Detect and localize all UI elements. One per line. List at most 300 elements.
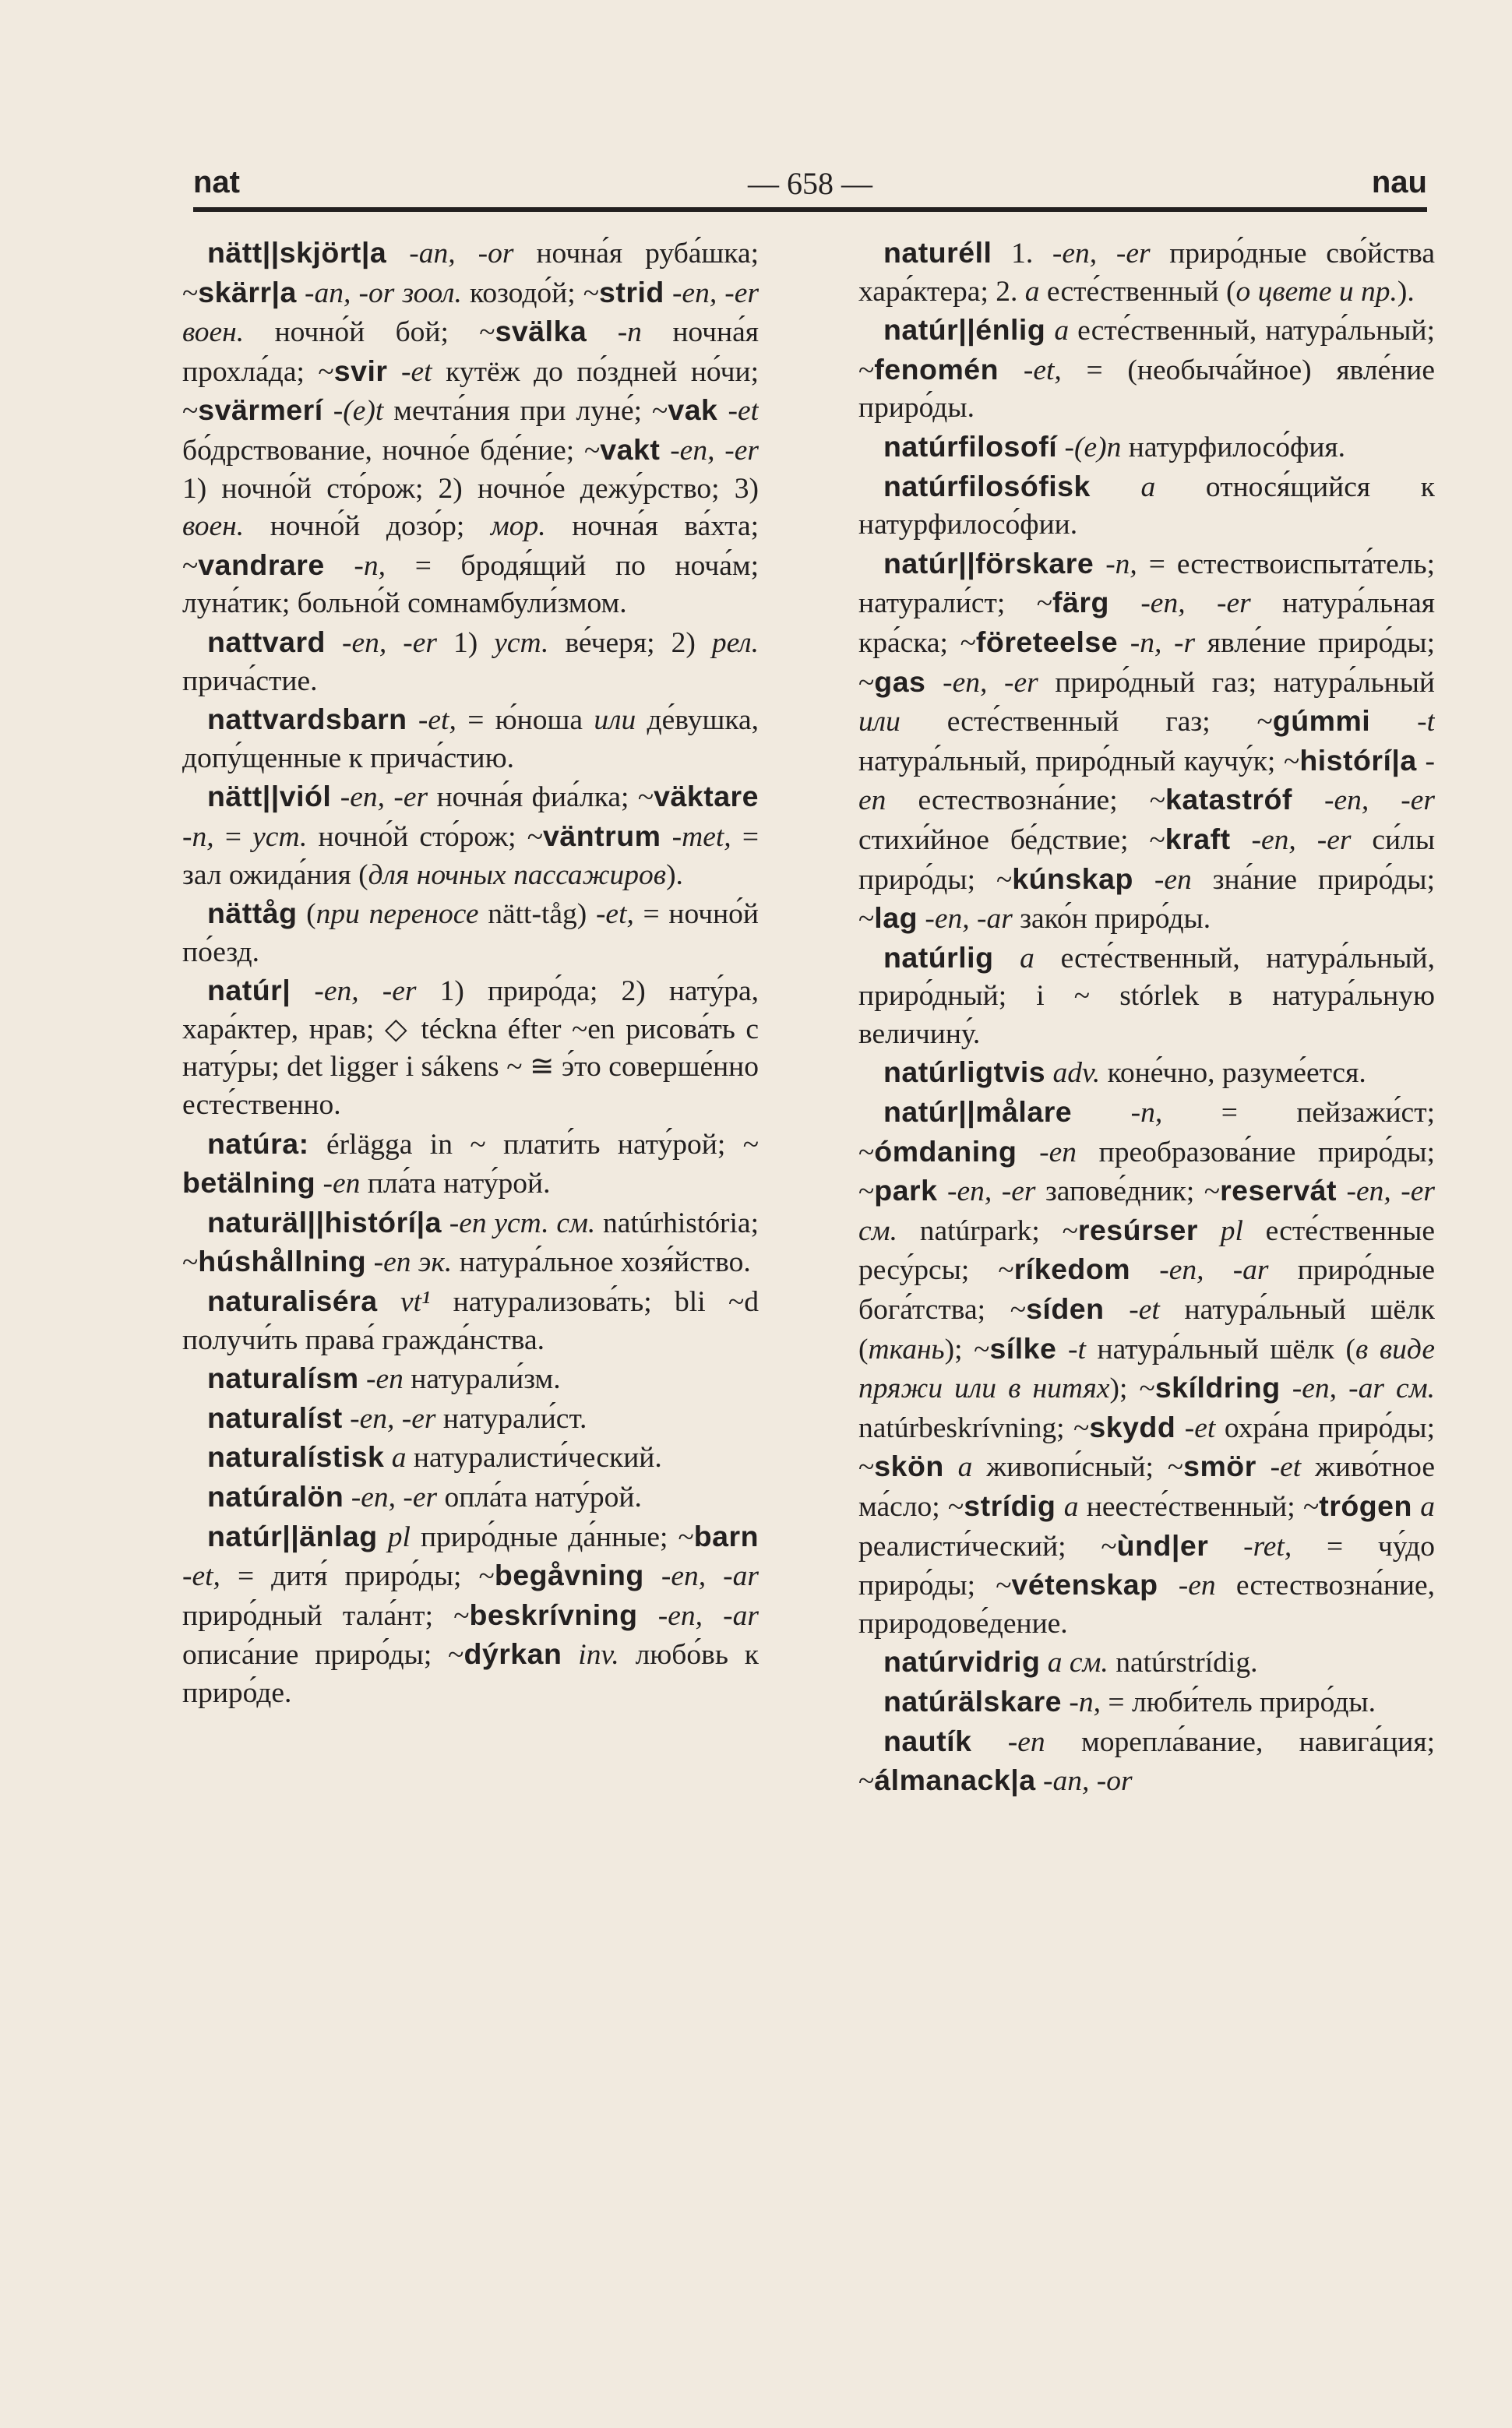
headword: nätt||skjört|a bbox=[207, 236, 387, 269]
definition-text: явле́ние приро́ды; ~ bbox=[858, 626, 1435, 699]
definition-text: = естествоиспыта́тель; натурали́ст; ~ bbox=[858, 548, 1435, 620]
definition-text: приро́дные да́нные; ~ bbox=[410, 1521, 694, 1553]
headword: ríkedom bbox=[1013, 1253, 1131, 1286]
dictionary-entry bbox=[858, 234, 1435, 311]
dictionary-entry bbox=[182, 894, 759, 971]
grammar-note: -en, -er bbox=[947, 1175, 1036, 1208]
headword: dýrkan bbox=[463, 1637, 562, 1671]
definition-text: érlägga in ~ плати́ть нату́рой; ~ bbox=[308, 1128, 759, 1161]
grammar-note: vt¹ bbox=[400, 1286, 431, 1319]
grammar-note: -n, bbox=[1105, 548, 1137, 580]
definition-text bbox=[1045, 1057, 1052, 1089]
grammar-note: мор. bbox=[490, 510, 546, 543]
grammar-note: -en, -er bbox=[314, 975, 417, 1008]
grammar-note: -t bbox=[1417, 706, 1435, 738]
grammar-note: -en, -er bbox=[341, 626, 437, 659]
definition-text: ). bbox=[666, 858, 683, 891]
grammar-note: -en bbox=[1039, 1136, 1077, 1168]
definition-text: = пейзажи́ст; ~ bbox=[858, 1097, 1435, 1168]
grammar-note: -n, bbox=[1069, 1686, 1101, 1718]
grammar-note: -n bbox=[617, 316, 642, 349]
grammar-note: -et bbox=[401, 355, 432, 388]
dictionary-entry bbox=[182, 971, 759, 1124]
definition-text: стихи́йное бе́дствие; ~ bbox=[858, 823, 1165, 856]
grammar-note: -en, -er bbox=[351, 1482, 438, 1514]
headword: natúralön bbox=[207, 1480, 344, 1513]
definition-text: ночна́я ва́хта; ~ bbox=[182, 510, 759, 582]
headword: betälning bbox=[182, 1166, 316, 1200]
grammar-note: или bbox=[594, 704, 636, 737]
definition-text: natúrpark; ~ bbox=[897, 1214, 1078, 1247]
headword: vakt bbox=[600, 432, 661, 466]
definition-text bbox=[1292, 784, 1324, 816]
definition-text bbox=[1057, 432, 1064, 463]
right-column bbox=[858, 234, 1435, 2352]
definition-text bbox=[1045, 315, 1054, 347]
headword: reservát bbox=[1220, 1174, 1338, 1207]
definition-text bbox=[994, 943, 1020, 974]
definition-text: ( bbox=[297, 898, 316, 931]
grammar-note: a bbox=[1140, 470, 1156, 503]
headword: natúr||målare bbox=[883, 1095, 1073, 1129]
definition-text bbox=[1056, 1334, 1068, 1366]
definition-text: 1. bbox=[992, 238, 1052, 270]
dictionary-entry bbox=[858, 939, 1435, 1054]
headword: vandrare bbox=[198, 548, 325, 581]
definition-text: натура́льный, приро́дный каучу́к; ~ bbox=[858, 745, 1300, 777]
definition-text bbox=[1130, 1254, 1159, 1286]
headword: trógen bbox=[1319, 1489, 1412, 1522]
dictionary-entry bbox=[182, 700, 759, 777]
dictionary-entry bbox=[858, 1683, 1435, 1722]
grammar-note: -n, bbox=[354, 549, 386, 582]
definition-text: = зал ожида́ния ( bbox=[182, 820, 759, 891]
definition-text bbox=[1208, 1531, 1243, 1563]
grammar-note: -met, bbox=[671, 820, 731, 853]
headword: natúrligtvis bbox=[883, 1055, 1046, 1089]
definition-text: приро́дный тала́нт; ~ bbox=[182, 1599, 470, 1632]
headword: naturéll bbox=[883, 236, 992, 269]
definition-text bbox=[1198, 1215, 1221, 1247]
definition-text: кутёж до по́здней но́чи; ~ bbox=[182, 355, 759, 428]
headword: resúrser bbox=[1077, 1213, 1198, 1246]
definition-text: преобразова́ние приро́ды; ~ bbox=[858, 1136, 1435, 1208]
grammar-note: -en, -er bbox=[1052, 238, 1151, 270]
grammar-note: inv. bbox=[578, 1639, 619, 1672]
headword: väntrum bbox=[543, 819, 661, 852]
definition-text bbox=[971, 1726, 1007, 1758]
grammar-note: -en эк. bbox=[373, 1246, 453, 1279]
grammar-note: -n, -r bbox=[1130, 626, 1196, 659]
headword: färg bbox=[1052, 586, 1109, 619]
dictionary-entry bbox=[858, 1643, 1435, 1683]
headword: naturalíst bbox=[207, 1401, 343, 1434]
definition-text: приро́дный газ; натура́льный bbox=[1038, 666, 1435, 699]
headword: naturaliséra bbox=[207, 1284, 378, 1318]
definition-text: натурфилосо́фия. bbox=[1121, 431, 1346, 463]
headword: vak bbox=[668, 393, 718, 427]
grammar-note: -et, bbox=[595, 898, 634, 931]
definition-text: живо́тное ма́сло; ~ bbox=[858, 1451, 1435, 1523]
definition-text: реалисти́ческий; ~ bbox=[858, 1530, 1117, 1563]
definition-text bbox=[331, 781, 340, 813]
definition-text: зна́ние приро́ды; ~ bbox=[858, 863, 1435, 936]
definition-text: ); ~ bbox=[1109, 1373, 1155, 1405]
definition-text: си́лы приро́ды; ~ bbox=[858, 823, 1435, 896]
definition-text: = люби́тель приро́ды. bbox=[1101, 1686, 1376, 1718]
grammar-note: -en, -er bbox=[1323, 784, 1435, 817]
definition-text: прича́стие. bbox=[182, 664, 318, 697]
grammar-note: -en, -er bbox=[943, 666, 1038, 699]
definition-text bbox=[386, 238, 409, 270]
grammar-note: уст. bbox=[252, 820, 308, 853]
definition-text: приро́дные сво́йства хара́ктера; 2. bbox=[858, 238, 1435, 308]
grammar-note: a bbox=[957, 1451, 973, 1484]
definition-text: ); ~ bbox=[944, 1333, 990, 1366]
definition-text: ночна́я фиа́лка; ~ bbox=[428, 781, 654, 814]
definition-text: натуралисти́ческий. bbox=[406, 1442, 662, 1475]
headword: svir bbox=[333, 354, 388, 387]
definition-text bbox=[664, 277, 672, 309]
page-header bbox=[193, 165, 1427, 209]
definition-text: зако́н приро́ды. bbox=[1012, 903, 1211, 936]
dictionary-entry bbox=[858, 544, 1435, 939]
grammar-note: -et bbox=[1184, 1411, 1216, 1444]
grammar-note: a bbox=[1063, 1491, 1079, 1523]
dictionary-entry bbox=[182, 1478, 759, 1517]
definition-text bbox=[1417, 745, 1426, 777]
grammar-note: воен. bbox=[182, 510, 245, 543]
grammar-note: в виде пряжи или в нитях bbox=[858, 1333, 1435, 1405]
grammar-note: a bbox=[1420, 1491, 1435, 1523]
definition-text bbox=[938, 1175, 948, 1207]
definition-text: = (необыча́йное) явле́ние приро́ды. bbox=[858, 354, 1435, 425]
definition-text: морепла́вание, навига́ция; ~ bbox=[858, 1725, 1435, 1798]
grammar-note: -en, -er bbox=[670, 434, 759, 467]
grammar-note: -en bbox=[322, 1168, 361, 1200]
headword: naturäl||histórí|a bbox=[207, 1205, 442, 1239]
definition-text bbox=[1109, 587, 1140, 619]
grammar-note: -en bbox=[1007, 1725, 1045, 1758]
grammar-note: a bbox=[1024, 275, 1040, 308]
grammar-note: -et bbox=[728, 395, 759, 428]
definition-text: ночна́я руба́шка; ~ bbox=[182, 238, 759, 309]
definition-text bbox=[1337, 1175, 1347, 1207]
headword: nattvard bbox=[207, 625, 326, 658]
definition-text bbox=[1040, 1647, 1047, 1679]
definition-text: есте́ственный, натура́льный; ~ bbox=[858, 315, 1435, 386]
definition-text: natúrhistória; ~ bbox=[182, 1207, 759, 1279]
headword: natúr||énlig bbox=[883, 313, 1046, 347]
grammar-note: -en bbox=[858, 745, 1435, 817]
definition-text: ). bbox=[1397, 275, 1415, 308]
definition-text: = бродя́щий по ноча́м; луна́тик; больно́й сомнамбули́змом. bbox=[182, 549, 759, 620]
definition-text: ночно́й дозо́р; bbox=[244, 510, 491, 543]
definition-text: 1) bbox=[436, 626, 495, 659]
definition-text: natúrstrídig. bbox=[1108, 1647, 1258, 1679]
dictionary-entry bbox=[858, 1053, 1435, 1093]
grammar-note: уст. bbox=[494, 626, 549, 659]
definition-text: бо́дрствование, ночно́е бде́ние; ~ bbox=[182, 434, 601, 467]
definition-text: естествозна́ние, природове́дение. bbox=[858, 1570, 1435, 1640]
grammar-note: -ret, bbox=[1243, 1530, 1292, 1563]
definition-text bbox=[407, 704, 418, 736]
headword: smör bbox=[1183, 1450, 1256, 1483]
headword: fenomén bbox=[874, 352, 999, 386]
definition-text: относя́щийся к натурфилосо́фии. bbox=[858, 470, 1435, 541]
definition-text bbox=[1370, 706, 1417, 738]
headword: natúrlig bbox=[883, 940, 994, 974]
grammar-note: -et, bbox=[1023, 354, 1062, 386]
definition-text: опла́та нату́рой. bbox=[437, 1482, 642, 1514]
definition-text bbox=[1118, 627, 1130, 659]
definition-text: естествозна́ние; ~ bbox=[886, 784, 1165, 817]
grammar-note: -an, -or зоол. bbox=[305, 277, 462, 309]
headword: barn bbox=[693, 1519, 759, 1552]
definition-text bbox=[925, 667, 943, 699]
definition-text bbox=[637, 1600, 657, 1632]
grammar-note: -n, bbox=[1130, 1097, 1163, 1129]
grammar-note: -en bbox=[1178, 1570, 1216, 1602]
headword: nautík bbox=[883, 1724, 972, 1757]
dictionary-entry bbox=[858, 428, 1435, 467]
headword: álmanack|a bbox=[874, 1764, 1036, 1797]
guide-word-left: nat bbox=[193, 165, 240, 199]
definition-text bbox=[1175, 1412, 1185, 1444]
headword: natúrälskare bbox=[883, 1684, 1063, 1718]
definition-text bbox=[359, 1363, 366, 1395]
headword: ùnd|er bbox=[1116, 1528, 1209, 1562]
grammar-note: -et, bbox=[182, 1560, 220, 1593]
headword: gúmmi bbox=[1272, 704, 1371, 738]
headword: húshållning bbox=[198, 1245, 367, 1278]
definition-text bbox=[562, 1639, 578, 1671]
grammar-note: -an, -or bbox=[1042, 1765, 1133, 1798]
grammar-note: -(e)n bbox=[1064, 431, 1122, 463]
grammar-note: или bbox=[858, 706, 901, 738]
headword: histórí|a bbox=[1299, 743, 1417, 777]
definition-text bbox=[1133, 864, 1154, 896]
definition-text: натурали́зм. bbox=[403, 1363, 561, 1396]
headword: síden bbox=[1026, 1292, 1105, 1326]
definition-text bbox=[717, 395, 728, 427]
definition-text bbox=[1091, 471, 1141, 503]
headword: natúra: bbox=[207, 1126, 309, 1160]
dictionary-entry bbox=[182, 1125, 759, 1203]
definition-text: неесте́ственный; ~ bbox=[1078, 1491, 1320, 1523]
dictionary-entry bbox=[182, 777, 759, 894]
definition-text bbox=[661, 821, 671, 853]
definition-text bbox=[1094, 548, 1105, 580]
headword: katastróf bbox=[1165, 783, 1292, 816]
headword: skärr|a bbox=[198, 275, 297, 308]
definition-text bbox=[387, 356, 401, 388]
definition-text bbox=[1158, 1570, 1178, 1602]
definition-text: пла́та нату́рой. bbox=[360, 1168, 551, 1200]
grammar-note: -en, -ar bbox=[925, 903, 1013, 936]
headword: natúrfilosófisk bbox=[883, 469, 1091, 502]
definition-text bbox=[1105, 1294, 1130, 1326]
definition-text: ночно́й сто́рож; ~ bbox=[307, 820, 543, 853]
headword: strid bbox=[599, 275, 664, 308]
definition-text bbox=[1412, 1491, 1420, 1523]
headword: natúrfilosofí bbox=[883, 429, 1058, 463]
grammar-note: -et bbox=[1129, 1294, 1160, 1327]
definition-text bbox=[1072, 1097, 1130, 1129]
grammar-note: -en, -er bbox=[1140, 587, 1251, 620]
headword: svälka bbox=[495, 315, 587, 348]
definition-text: = ю́ноша bbox=[456, 704, 594, 737]
headword: väktare bbox=[654, 780, 759, 813]
grammar-note: adv. bbox=[1052, 1057, 1101, 1090]
grammar-note: -en, -ar см. bbox=[1292, 1373, 1435, 1405]
headword: gas bbox=[874, 664, 926, 698]
grammar-note: -en, -er воен. bbox=[182, 277, 759, 349]
guide-word-right: nau bbox=[1371, 165, 1427, 199]
grammar-note: -n, bbox=[182, 820, 214, 853]
definition-text: natúrbeskrívning; ~ bbox=[858, 1411, 1090, 1444]
definition-text bbox=[660, 435, 670, 467]
grammar-note: -t bbox=[1067, 1333, 1086, 1366]
dictionary-entry bbox=[182, 1438, 759, 1478]
definition-text: козодо́й; ~ bbox=[461, 277, 600, 309]
headword: naturalísm bbox=[207, 1362, 359, 1395]
grammar-note: при переносе bbox=[315, 898, 479, 931]
definition-text: живопи́сный; ~ bbox=[972, 1451, 1184, 1484]
headword: skíldring bbox=[1154, 1371, 1281, 1404]
dictionary-entry bbox=[858, 467, 1435, 544]
grammar-note: -et bbox=[1270, 1451, 1302, 1484]
definition-text: охра́на приро́ды; ~ bbox=[858, 1411, 1435, 1484]
headword: ómdaning bbox=[874, 1134, 1017, 1168]
definition-text bbox=[323, 395, 333, 427]
grammar-note: -en bbox=[1154, 863, 1192, 896]
headword: svärmerí bbox=[198, 393, 323, 427]
definition-text bbox=[1056, 1491, 1063, 1523]
definition-text: ве́черя; 2) bbox=[548, 626, 712, 659]
headword: vétenskap bbox=[1011, 1568, 1158, 1602]
headword: natúr||änlag bbox=[207, 1519, 378, 1552]
definition-text: есте́ственные ресу́рсы; ~ bbox=[858, 1214, 1435, 1287]
left-column bbox=[182, 234, 759, 2352]
dictionary-entry bbox=[182, 1203, 759, 1282]
dictionary-entry bbox=[182, 1359, 759, 1399]
headword: företeelse bbox=[975, 625, 1119, 658]
definition-text bbox=[1231, 824, 1252, 856]
definition-text bbox=[344, 1482, 351, 1514]
headword: naturalístisk bbox=[207, 1440, 385, 1474]
definition-text bbox=[325, 550, 354, 582]
definition-text bbox=[1281, 1373, 1292, 1404]
definition-text: nätt-tåg) bbox=[478, 898, 596, 931]
definition-text bbox=[297, 277, 305, 309]
grammar-note: -(e)t bbox=[333, 395, 384, 428]
definition-text bbox=[944, 1451, 958, 1483]
grammar-note: -en, -ar bbox=[661, 1560, 759, 1593]
dictionary-entry bbox=[858, 311, 1435, 428]
headword: nattvardsbarn bbox=[207, 703, 407, 736]
dictionary-entry bbox=[858, 1722, 1435, 1801]
definition-text: 1) ночно́й сто́рож; 2) ночно́е дежу́рство; 3) bbox=[182, 472, 759, 505]
grammar-note: a bbox=[391, 1442, 407, 1475]
grammar-note: pl bbox=[1220, 1214, 1243, 1247]
definition-text: есте́ственный газ; ~ bbox=[900, 706, 1273, 738]
grammar-note: -en, -er bbox=[350, 1402, 436, 1435]
headword: skydd bbox=[1089, 1410, 1176, 1443]
definition-text: натурали́ст. bbox=[435, 1402, 587, 1435]
definition-text bbox=[291, 975, 314, 1007]
definition-text: натура́льный шёлк ( bbox=[858, 1294, 1435, 1366]
definition-text bbox=[1017, 1136, 1039, 1168]
definition-text: мечта́ния при луне́; ~ bbox=[383, 395, 668, 428]
definition-text: ночна́я прохла́да; ~ bbox=[182, 316, 759, 388]
grammar-note: -et, bbox=[418, 704, 456, 737]
definition-text bbox=[378, 1286, 400, 1318]
headword: natúr| bbox=[207, 974, 291, 1007]
dictionary-entry bbox=[182, 1399, 759, 1439]
grammar-note: -en, -er bbox=[1251, 823, 1352, 856]
grammar-note: -en, -er см. bbox=[858, 1175, 1435, 1247]
grammar-note: -an, -or bbox=[409, 238, 514, 270]
definition-text: де́вушка, допу́щенные к прича́стию. bbox=[182, 704, 759, 774]
grammar-note: -en, -er bbox=[340, 781, 428, 814]
grammar-note: рел. bbox=[711, 626, 759, 659]
definition-text: есте́ственный, натура́льный, приро́дный; i ~ stórlek в натура́льную величину́. bbox=[858, 942, 1435, 1050]
definition-text: натура́льная кра́ска; ~ bbox=[858, 587, 1435, 659]
grammar-note: -en bbox=[366, 1363, 404, 1396]
definition-text: ночно́й бой; ~ bbox=[244, 316, 495, 349]
grammar-note: a см. bbox=[1047, 1647, 1108, 1679]
dictionary-entry bbox=[182, 623, 759, 700]
definition-text: натурализова́ть; bli ~d получи́ть права́ гражда́нства. bbox=[182, 1286, 759, 1356]
definition-text bbox=[343, 1403, 350, 1435]
definition-text bbox=[644, 1560, 661, 1592]
headword: beskrívning bbox=[469, 1598, 638, 1631]
headword: skön bbox=[874, 1450, 944, 1483]
grammar-note: a bbox=[1020, 942, 1034, 974]
dictionary-entry bbox=[182, 1282, 759, 1359]
definition-text: любо́вь к приро́де. bbox=[182, 1639, 759, 1709]
definition-text: 1) приро́да; 2) нату́ра, хара́ктер, нрав; ◇ téckna éfter ~en рисова́ть с нату́ры; det ligger i sákens ~ ≅ э́то соверше́нно есте́ственно. bbox=[182, 975, 759, 1122]
definition-text: описа́ние приро́ды; ~ bbox=[182, 1639, 464, 1672]
dictionary-entry bbox=[182, 1517, 759, 1713]
definition-text: приро́дные бога́тства; ~ bbox=[858, 1254, 1435, 1327]
definition-text bbox=[366, 1246, 373, 1278]
definition-text: коне́чно, разуме́ется. bbox=[1100, 1057, 1366, 1090]
definition-text: = чу́до приро́ды; ~ bbox=[858, 1530, 1435, 1602]
grammar-note: pl bbox=[387, 1521, 411, 1553]
headword: natúrvidrig bbox=[883, 1645, 1041, 1679]
header-rule bbox=[193, 207, 1427, 212]
definition-text: = дитя́ приро́ды; ~ bbox=[220, 1560, 495, 1593]
page-number: — 658 — bbox=[748, 166, 872, 201]
headword: strídig bbox=[964, 1489, 1056, 1522]
grammar-note: -en, -ar bbox=[1159, 1254, 1269, 1287]
definition-text bbox=[384, 1442, 391, 1474]
definition-text bbox=[326, 627, 342, 659]
definition-text bbox=[587, 316, 617, 348]
dictionary-entry bbox=[182, 234, 759, 623]
definition-text: запове́дник; ~ bbox=[1035, 1175, 1221, 1208]
headword: begåvning bbox=[494, 1559, 644, 1592]
headword: kúnskap bbox=[1012, 862, 1133, 895]
definition-text: = bbox=[213, 820, 253, 853]
definition-text bbox=[999, 354, 1024, 386]
definition-text bbox=[1036, 1765, 1043, 1797]
grammar-note: для ночных пассажиров bbox=[368, 858, 667, 891]
headword: kraft bbox=[1165, 822, 1231, 855]
definition-text: есте́ственный ( bbox=[1039, 275, 1236, 308]
